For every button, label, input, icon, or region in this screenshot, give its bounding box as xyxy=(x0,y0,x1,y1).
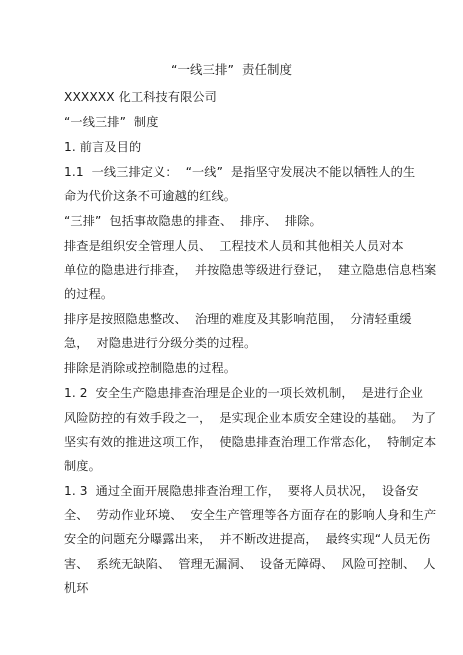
paragraph-line: 风险防控的有效手段之一， 是实现企业本质安全建设的基础。 为了 xyxy=(64,411,437,425)
paragraph-line: 害、 系统无缺陷、 管理无漏洞、 设备无障碍、 风险可控制、 人 xyxy=(64,557,436,571)
paragraph-line: 的过程。 xyxy=(64,287,114,301)
paragraph-line: 1.1 一线三排定义： “一线” 是指坚守发展决不能以牺牲人的生 xyxy=(64,165,416,179)
paragraph-line: 命为代价这条不可逾越的红线。 xyxy=(64,189,237,203)
paragraph-line: 急， 对隐患进行分级分类的过程。 xyxy=(64,336,257,350)
paragraph-line: 单位的隐患进行排查， 并按隐患等级进行登记， 建立隐患信息档案 xyxy=(64,263,437,277)
paragraph-line: 1. 3 通过全面开展隐患排查治理工作， 要将人员状况， 设备安 xyxy=(64,484,419,498)
paragraph-line: 制度。 xyxy=(64,459,101,473)
paragraph-line: 1. 2 安全生产隐患排查治理是企业的一项长效机制， 是进行企业 xyxy=(64,386,424,400)
paragraph-line: 安全的问题充分曝露出来， 并不断改进提高， 最终实现“人员无伤 xyxy=(64,532,431,546)
paragraph-line: 全、 劳动作业环境、 安全生产管理等各方面存在的影响人身和生产 xyxy=(64,508,437,522)
paragraph-line: 排序是按照隐患整改、 治理的难度及其影响范围， 分清轻重缓 xyxy=(64,312,412,326)
section-heading: 1. 前言及目的 xyxy=(64,140,142,154)
policy-name: “一线三排” 制度 xyxy=(64,115,159,129)
document-title: “一线三排” 责任制度 xyxy=(171,62,292,77)
paragraph-line: 机环 xyxy=(64,581,89,595)
company-name: XXXXXX 化工科技有限公司 xyxy=(64,90,217,104)
paragraph-line: 排除是消除或控制隐患的过程。 xyxy=(64,361,237,375)
paragraph-line: 坚实有效的推进这项工作， 使隐患排查治理工作常态化， 特制定本 xyxy=(64,435,437,449)
paragraph-line: “三排” 包括事故隐患的排查、 排序、 排除。 xyxy=(64,214,322,228)
paragraph-line: 排查是组织安全管理人员、 工程技术人员和其他相关人员对本 xyxy=(64,239,404,253)
